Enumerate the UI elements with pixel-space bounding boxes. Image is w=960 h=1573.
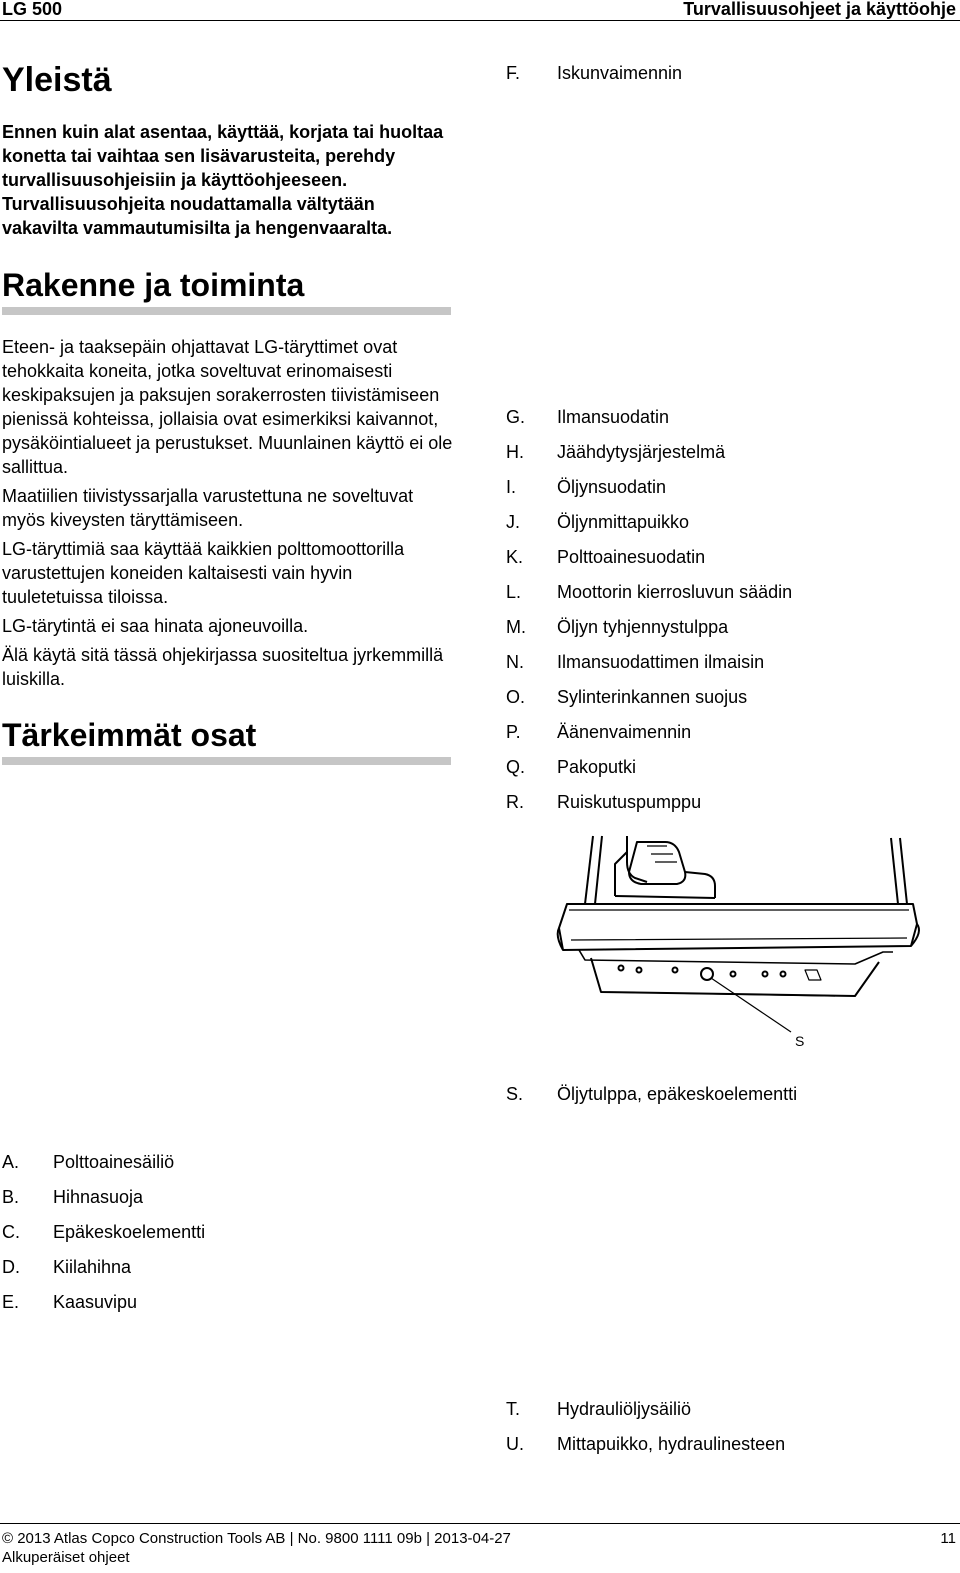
part-letter: N.	[506, 652, 524, 672]
page-number: 11	[940, 1530, 956, 1547]
structure-paragraph-4: LG-tärytintä ei saa hinata ajoneuvoilla.	[2, 616, 309, 636]
part-letter: H.	[506, 442, 524, 462]
part-name: Kaasuvipu	[53, 1292, 138, 1312]
structure-paragraph-1: Eteen- ja taaksepäin ohjattavat LG-täryttimet ovat tehokkaita koneita, jotka soveltuvat erinomaisesti keskipaksujen ja paksujen sorakerrosten tiivistämiseen pienissä kohteissa, jollaisia ovat esimerkiksi kaivannot, pysäköintialueet ja perustukset. Muunlainen käyttö ei ole sallittua.	[2, 337, 453, 477]
part-name: Sylinterinkannen suojus	[557, 687, 748, 707]
safety-warning: Ennen kuin alat asentaa, käyttää, korjata tai huoltaa konetta tai vaihtaa sen lisävarusteita, perehdy turvallisuusohjeisiin ja käyttöohjeeseen. Turvallisuusohjeita noudattamalla vältytään vakavilta vammautumisilta ja hengenvaaralta.	[2, 122, 444, 238]
list-item	[506, 791, 946, 826]
handle-left-inner	[595, 836, 602, 904]
list-item	[506, 546, 946, 581]
part-letter: G.	[506, 407, 526, 427]
part-letter: D.	[2, 1257, 20, 1277]
structure-paragraph-2: Maatiilien tiivistyssarjalla varustettuna ne soveltuvat myös kiveysten täryttämiseen.	[2, 486, 414, 530]
list-item	[506, 756, 946, 791]
part-letter: L.	[506, 582, 522, 602]
part-letter: A.	[2, 1152, 20, 1172]
list-item	[506, 441, 946, 476]
list-item	[2, 1151, 442, 1186]
footer-rule	[0, 1523, 960, 1524]
part-name: Iskunvaimennin	[557, 63, 683, 83]
part-name: Ilmansuodatin	[557, 407, 670, 427]
part-name: Öljyn tyhjennystulppa	[557, 617, 729, 637]
list-item	[506, 686, 946, 721]
list-item	[2, 1291, 442, 1326]
header-product: LG 500	[2, 0, 63, 19]
parts-list-s	[506, 1083, 946, 1118]
part-name: Polttoainesuodatin	[557, 547, 706, 567]
part-name: Jäähdytysjärjestelmä	[557, 442, 726, 462]
list-item	[506, 406, 946, 441]
list-item	[2, 1256, 442, 1291]
list-item	[506, 511, 946, 546]
part-name: Polttoainesäiliö	[53, 1152, 175, 1172]
part-letter: K.	[506, 547, 524, 567]
part-letter: B.	[2, 1187, 20, 1207]
part-name: Kiilahihna	[53, 1257, 132, 1277]
part-name: Öljynsuodatin	[557, 477, 667, 497]
part-letter: S.	[506, 1084, 524, 1104]
parts-list-a-e	[2, 1151, 442, 1326]
part-letter: F.	[506, 63, 521, 83]
list-item	[506, 1398, 946, 1433]
part-letter: R.	[506, 792, 524, 812]
part-letter: Q.	[506, 757, 526, 777]
part-letter: M.	[506, 617, 526, 637]
part-letter: U.	[506, 1434, 524, 1454]
list-item	[506, 651, 946, 686]
structure-text	[2, 335, 457, 696]
part-letter: O.	[506, 687, 526, 707]
part-name: Moottorin kierrosluvun säädin	[557, 582, 793, 602]
list-item	[506, 616, 946, 651]
heading-structure-bar	[2, 307, 451, 315]
part-name: Öljynmittapuikko	[557, 512, 690, 532]
figure-callout-s: S	[795, 1033, 805, 1049]
plate-upper	[559, 904, 917, 950]
parts-list-g-r	[506, 406, 946, 826]
list-item	[2, 1221, 442, 1256]
callout-leader	[711, 978, 791, 1032]
list-item	[506, 1083, 946, 1118]
parts-list-t-u	[506, 1398, 946, 1468]
part-name: Ilmansuodattimen ilmaisin	[557, 652, 765, 672]
structure-paragraph-3: LG-täryttimiä saa käyttää kaikkien polttomoottorilla varustettujen koneiden kaltaisesti vain hyvin tuuletetuissa tiloissa.	[2, 539, 405, 607]
footer-copyright: © 2013 Atlas Copco Construction Tools AB | No. 9800 1111 09b | 2013-04-27	[2, 1530, 511, 1547]
heading-structure: Rakenne ja toiminta	[2, 267, 305, 303]
machine-base-illustration	[555, 832, 925, 1057]
list-item	[506, 476, 946, 511]
parts-list-f	[506, 62, 946, 97]
handle-right-inner	[891, 838, 898, 904]
part-letter: I.	[506, 477, 517, 497]
structure-paragraph-5: Älä käytä sitä tässä ohjekirjassa suositeltua jyrkemmillä luiskilla.	[2, 645, 444, 689]
list-item	[506, 721, 946, 756]
part-name: Hydrauliöljysäiliö	[557, 1399, 692, 1419]
handle-right-outer	[900, 838, 907, 904]
part-letter: T.	[506, 1399, 521, 1419]
part-letter: J.	[506, 512, 521, 532]
handle-left-outer	[585, 836, 593, 904]
part-name: Öljytulppa, epäkeskoelementti	[557, 1084, 798, 1104]
heading-main-parts-bar	[2, 757, 451, 765]
part-name: Epäkeskoelementti	[53, 1222, 206, 1242]
part-name: Ruiskutuspumppu	[557, 792, 702, 812]
heading-main-parts: Tärkeimmät osat	[2, 717, 257, 753]
heading-general: Yleistä	[2, 61, 112, 99]
part-name: Hihnasuoja	[53, 1187, 144, 1207]
part-name: Pakoputki	[557, 757, 637, 777]
list-item	[2, 1186, 442, 1221]
header-title: Turvallisuusohjeet ja käyttöohje	[683, 0, 956, 19]
part-letter: P.	[506, 722, 521, 742]
list-item	[506, 1433, 946, 1468]
part-name: Mittapuikko, hydraulinesteen	[557, 1434, 786, 1454]
part-letter: E.	[2, 1292, 20, 1312]
list-item	[506, 62, 946, 97]
part-name: Äänenvaimennin	[557, 722, 692, 742]
footer-original-instructions: Alkuperäiset ohjeet	[2, 1549, 130, 1566]
list-item	[506, 581, 946, 616]
exciter-housing	[629, 842, 685, 884]
header-rule	[0, 20, 960, 21]
part-letter: C.	[2, 1222, 20, 1242]
